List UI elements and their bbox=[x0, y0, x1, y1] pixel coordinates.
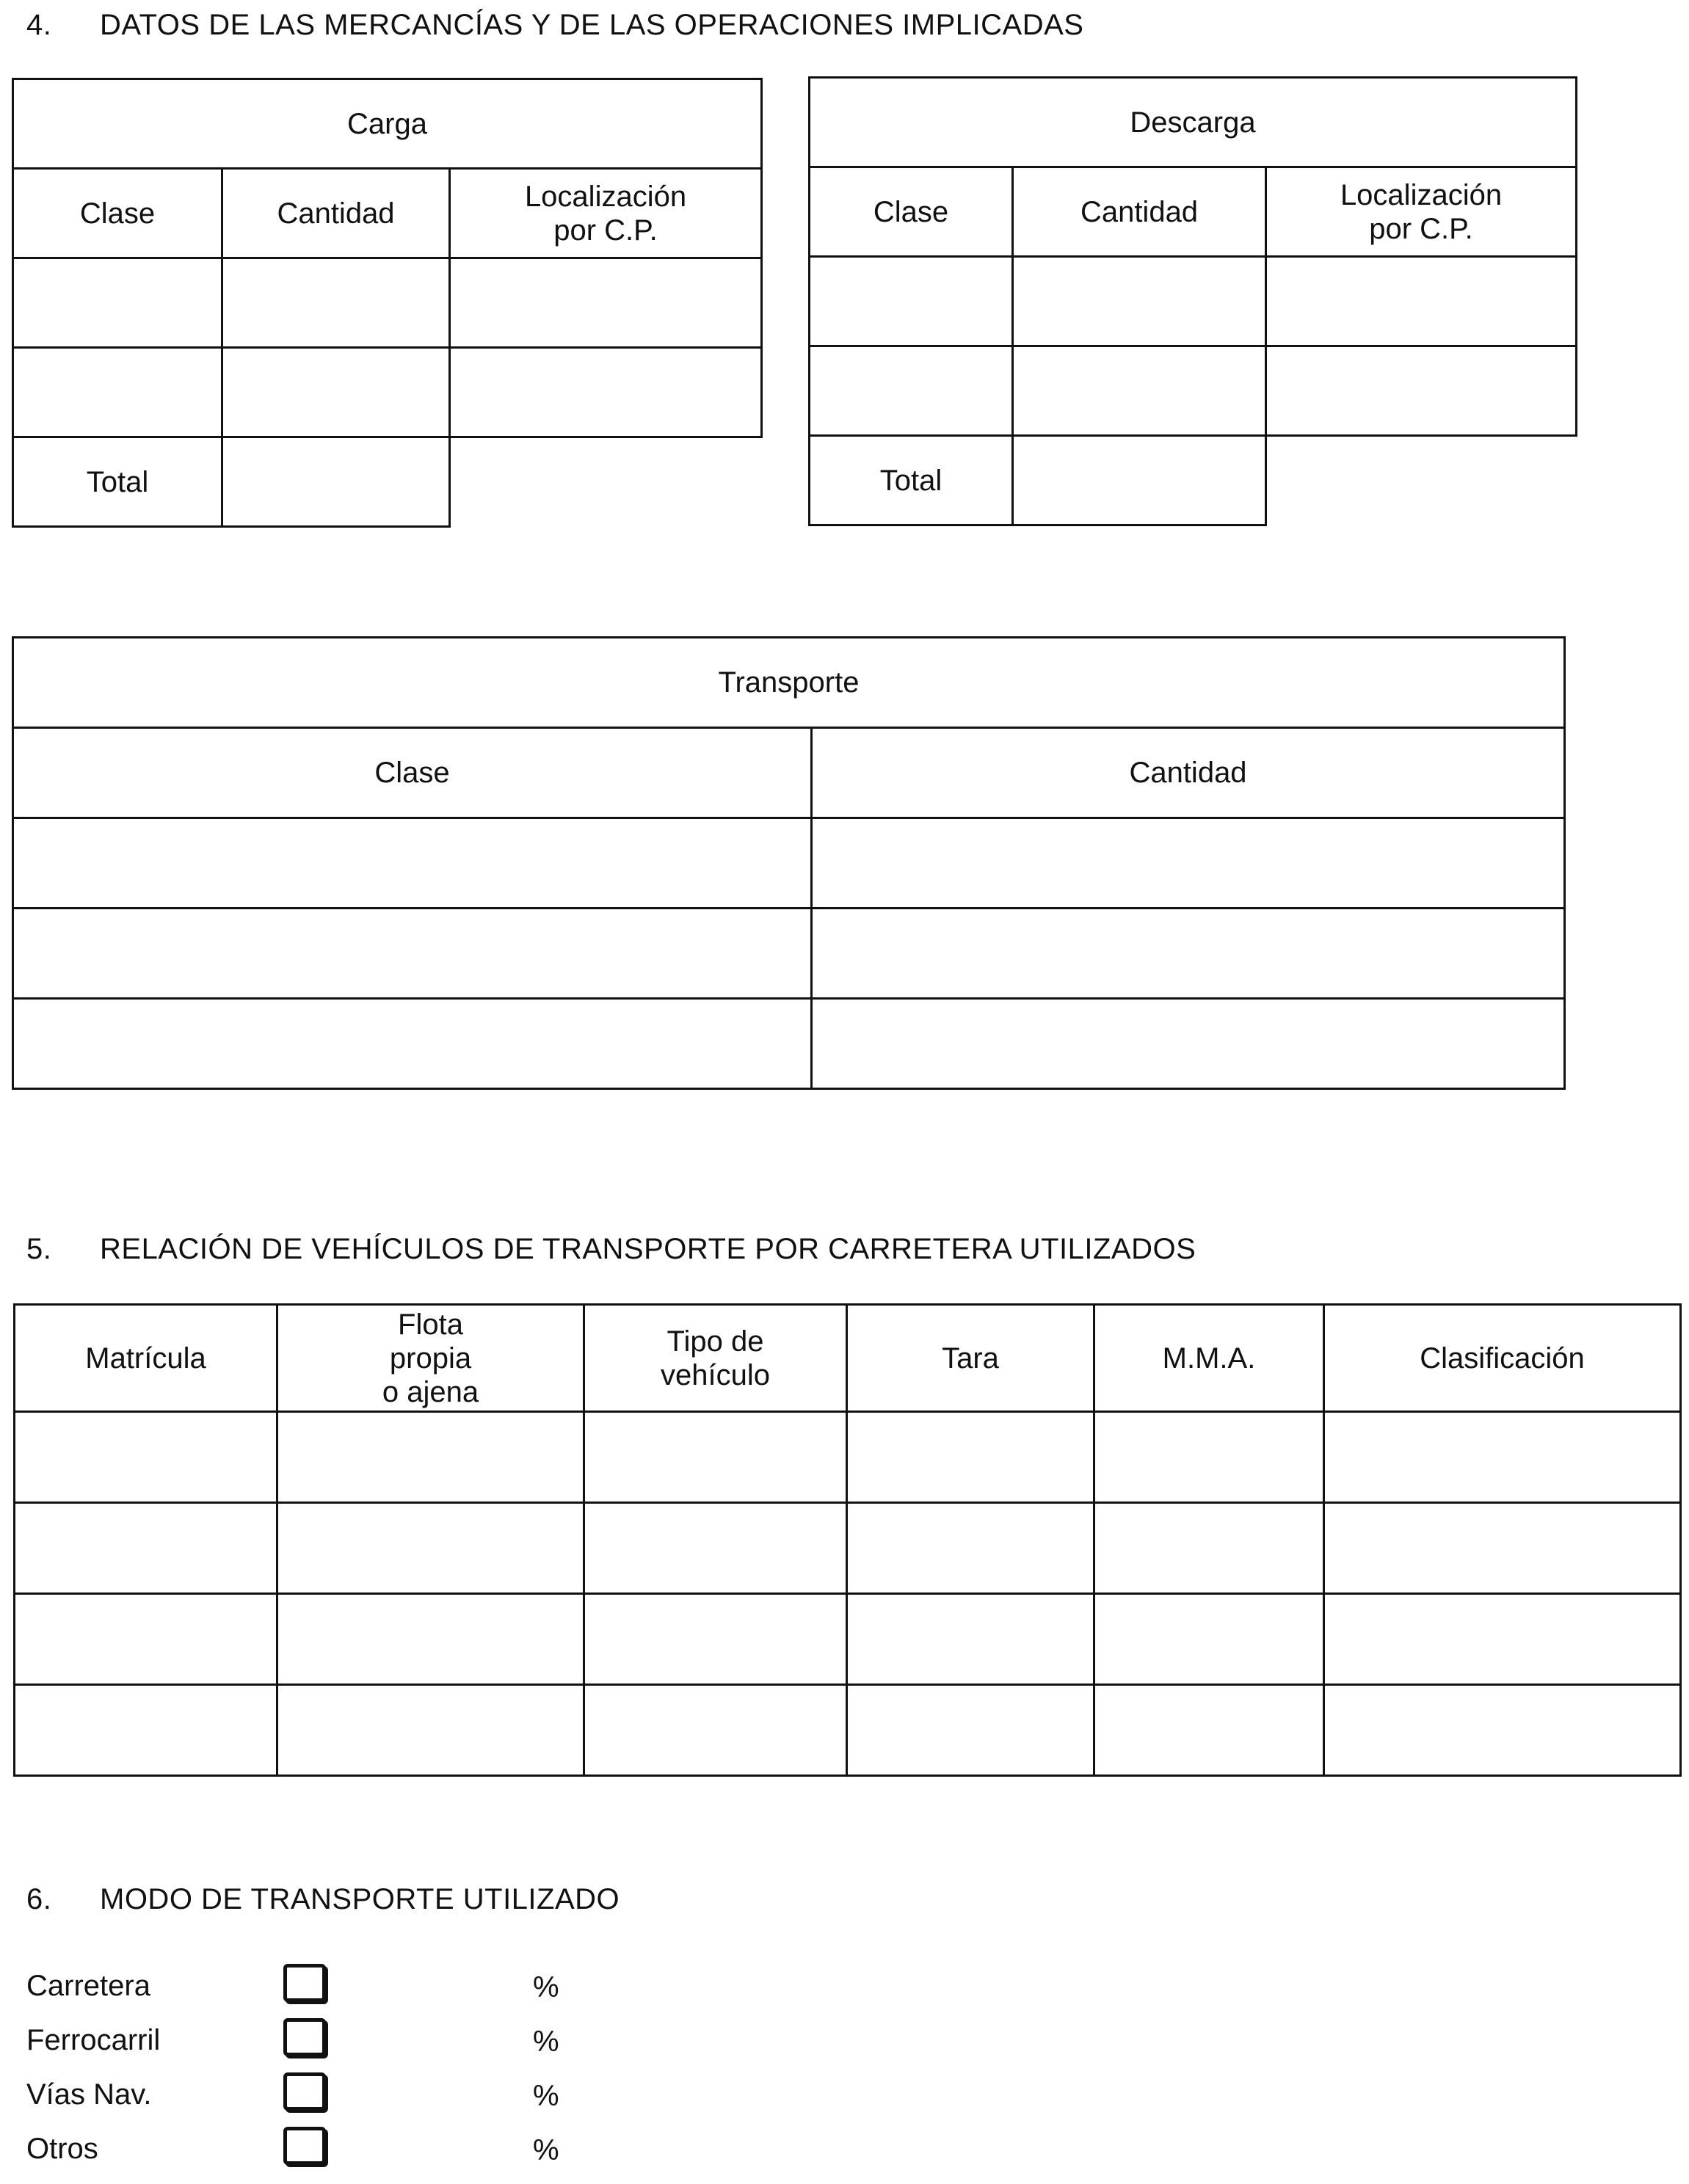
carga-row-1-localizacion[interactable] bbox=[450, 258, 762, 348]
descarga-row-2-clase[interactable] bbox=[810, 346, 1013, 436]
vehiculos-row-2-clasificacion[interactable] bbox=[1324, 1503, 1681, 1594]
section-5-title: RELACIÓN DE VEHÍCULOS DE TRANSPORTE POR CARRETERA UTILIZADOS bbox=[100, 1233, 1196, 1265]
mode-percent-ferrocarril: % bbox=[533, 2025, 559, 2058]
vehiculos-row-3-clasificacion[interactable] bbox=[1324, 1594, 1681, 1685]
descarga-col-localizacion-line2: por C.P. bbox=[1369, 212, 1473, 245]
mode-label-vias-nav: Vías Nav. bbox=[26, 2078, 152, 2111]
vehiculos-col-clasificacion: Clasificación bbox=[1324, 1305, 1681, 1412]
vehiculos-row-3-mma[interactable] bbox=[1094, 1594, 1324, 1685]
carga-row-2-cantidad[interactable] bbox=[222, 348, 450, 437]
mode-label-otros: Otros bbox=[26, 2133, 98, 2165]
mode-checkbox-vias-nav[interactable] bbox=[283, 2072, 326, 2111]
vehiculos-row-1-tipo[interactable] bbox=[584, 1412, 847, 1503]
vehiculos-row-4-matricula[interactable] bbox=[15, 1685, 277, 1776]
vehiculos-row-4-clasificacion[interactable] bbox=[1324, 1685, 1681, 1776]
vehiculos-row-2-tipo[interactable] bbox=[584, 1503, 847, 1594]
descarga-col-clase: Clase bbox=[810, 167, 1013, 257]
descarga-row-2-cantidad[interactable] bbox=[1013, 346, 1266, 436]
descarga-total-label: Total bbox=[810, 436, 1013, 525]
transporte-row-2-clase[interactable] bbox=[13, 909, 812, 999]
descarga-title: Descarga bbox=[810, 78, 1577, 167]
vehiculos-row-1-matricula[interactable] bbox=[15, 1412, 277, 1503]
mode-checkbox-ferrocarril[interactable] bbox=[283, 2018, 326, 2056]
vehiculos-table bbox=[13, 1303, 1682, 1777]
carga-row-2-clase[interactable] bbox=[13, 348, 222, 437]
carga-col-localizacion-line1: Localización bbox=[524, 180, 687, 213]
section-4-heading bbox=[26, 9, 1083, 42]
descarga-col-localizacion-line1: Localización bbox=[1340, 178, 1503, 211]
descarga-total-empty bbox=[1266, 436, 1577, 525]
carga-row-2-localizacion[interactable] bbox=[450, 348, 762, 437]
transporte-row-1-cantidad[interactable] bbox=[812, 818, 1565, 909]
vehiculos-row-2-tara[interactable] bbox=[847, 1503, 1094, 1594]
vehiculos-col-tipo-line1: Tipo de bbox=[666, 1325, 764, 1358]
vehiculos-row-4-flota[interactable] bbox=[277, 1685, 584, 1776]
vehiculos-col-flota-line1: Flota bbox=[398, 1308, 463, 1341]
section-4-title: DATOS DE LAS MERCANCÍAS Y DE LAS OPERACIONES IMPLICADAS bbox=[100, 9, 1084, 41]
section-5-heading bbox=[26, 1233, 1196, 1266]
section-5-number: 5. bbox=[26, 1233, 52, 1265]
carga-total-label: Total bbox=[13, 437, 222, 527]
mode-percent-vias-nav: % bbox=[533, 2080, 559, 2112]
descarga-row-1-localizacion[interactable] bbox=[1266, 257, 1577, 346]
section-6-title: MODO DE TRANSPORTE UTILIZADO bbox=[100, 1883, 620, 1915]
carga-title: Carga bbox=[13, 79, 762, 169]
mode-percent-otros: % bbox=[533, 2134, 559, 2166]
vehiculos-col-matricula: Matrícula bbox=[15, 1305, 277, 1412]
carga-row-1-cantidad[interactable] bbox=[222, 258, 450, 348]
descarga-col-localizacion bbox=[1266, 167, 1577, 257]
descarga-total-cantidad[interactable] bbox=[1013, 436, 1266, 525]
mode-label-carretera: Carretera bbox=[26, 1970, 150, 2002]
vehiculos-row-2-flota[interactable] bbox=[277, 1503, 584, 1594]
mode-checkbox-otros[interactable] bbox=[283, 2127, 326, 2165]
section-6-heading bbox=[26, 1883, 620, 1916]
mode-checkbox-carretera[interactable] bbox=[283, 1964, 326, 2002]
vehiculos-row-1-flota[interactable] bbox=[277, 1412, 584, 1503]
vehiculos-row-4-tara[interactable] bbox=[847, 1685, 1094, 1776]
transporte-table bbox=[12, 636, 1566, 1090]
carga-col-cantidad: Cantidad bbox=[222, 169, 450, 258]
transporte-row-1-clase[interactable] bbox=[13, 818, 812, 909]
descarga-row-2-localizacion[interactable] bbox=[1266, 346, 1577, 436]
vehiculos-col-tara: Tara bbox=[847, 1305, 1094, 1412]
descarga-row-1-cantidad[interactable] bbox=[1013, 257, 1266, 346]
carga-col-localizacion-line2: por C.P. bbox=[553, 214, 658, 247]
vehiculos-row-3-tipo[interactable] bbox=[584, 1594, 847, 1685]
vehiculos-row-3-matricula[interactable] bbox=[15, 1594, 277, 1685]
transporte-row-3-cantidad[interactable] bbox=[812, 999, 1565, 1089]
section-4-number: 4. bbox=[26, 9, 52, 41]
vehiculos-col-mma: M.M.A. bbox=[1094, 1305, 1324, 1412]
transporte-row-2-cantidad[interactable] bbox=[812, 909, 1565, 999]
vehiculos-row-2-mma[interactable] bbox=[1094, 1503, 1324, 1594]
mode-percent-carretera: % bbox=[533, 1971, 559, 2003]
vehiculos-row-3-tara[interactable] bbox=[847, 1594, 1094, 1685]
vehiculos-col-flota-line3: o ajena bbox=[382, 1375, 479, 1408]
descarga-table bbox=[808, 76, 1577, 526]
carga-row-1-clase[interactable] bbox=[13, 258, 222, 348]
vehiculos-row-4-mma[interactable] bbox=[1094, 1685, 1324, 1776]
transporte-col-clase: Clase bbox=[13, 728, 812, 818]
vehiculos-row-4-tipo[interactable] bbox=[584, 1685, 847, 1776]
descarga-col-cantidad: Cantidad bbox=[1013, 167, 1266, 257]
vehiculos-col-flota-line2: propia bbox=[389, 1342, 472, 1375]
carga-table bbox=[12, 78, 763, 528]
descarga-row-1-clase[interactable] bbox=[810, 257, 1013, 346]
carga-total-empty bbox=[450, 437, 762, 527]
carga-col-clase: Clase bbox=[13, 169, 222, 258]
carga-col-localizacion bbox=[450, 169, 762, 258]
vehiculos-col-tipo bbox=[584, 1305, 847, 1412]
vehiculos-col-flota bbox=[277, 1305, 584, 1412]
transporte-title: Transporte bbox=[13, 638, 1565, 728]
vehiculos-row-2-matricula[interactable] bbox=[15, 1503, 277, 1594]
vehiculos-row-1-mma[interactable] bbox=[1094, 1412, 1324, 1503]
section-6-number: 6. bbox=[26, 1883, 52, 1915]
vehiculos-row-1-tara[interactable] bbox=[847, 1412, 1094, 1503]
carga-total-cantidad[interactable] bbox=[222, 437, 450, 527]
transporte-row-3-clase[interactable] bbox=[13, 999, 812, 1089]
vehiculos-row-3-flota[interactable] bbox=[277, 1594, 584, 1685]
vehiculos-row-1-clasificacion[interactable] bbox=[1324, 1412, 1681, 1503]
vehiculos-col-tipo-line2: vehículo bbox=[661, 1358, 770, 1391]
transporte-col-cantidad: Cantidad bbox=[812, 728, 1565, 818]
mode-label-ferrocarril: Ferrocarril bbox=[26, 2024, 161, 2056]
